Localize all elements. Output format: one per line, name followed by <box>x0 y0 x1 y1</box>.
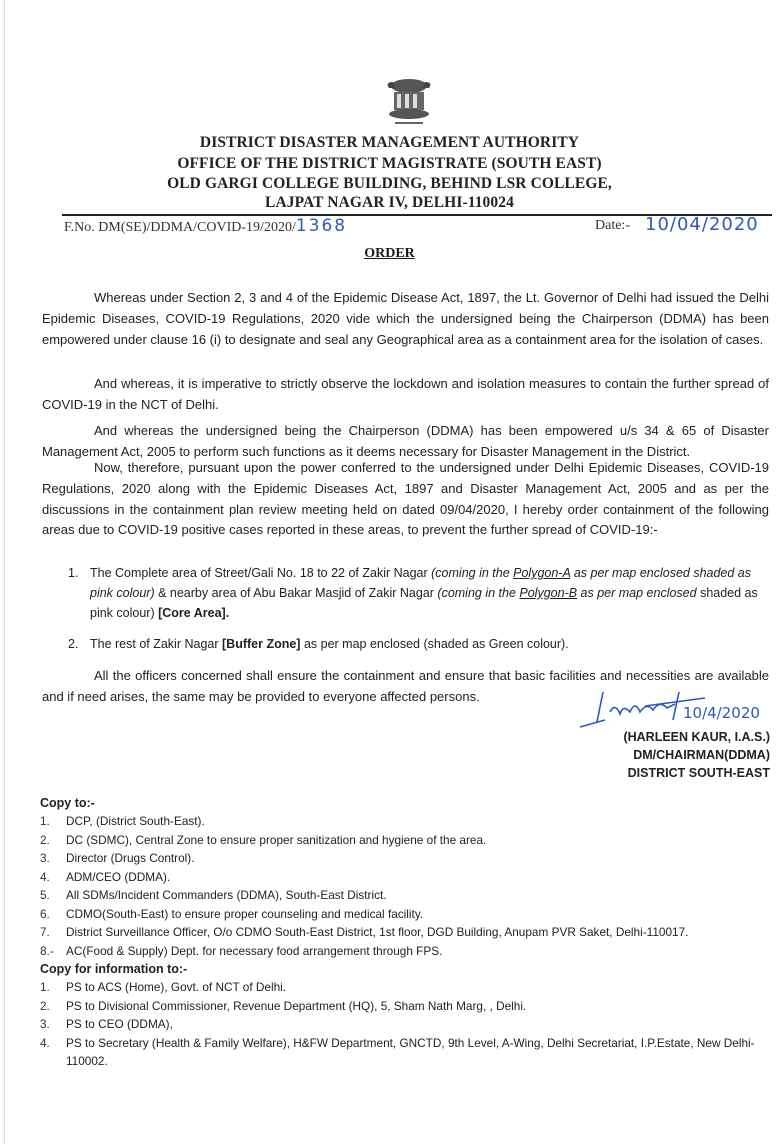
polygon-a-ref: Polygon-A <box>513 566 571 580</box>
list-item: 7. District Surveillance Officer, O/o CDMO South-East District, 1st floor, DGD Building, Anupam PVR Saket, Delhi-110017. <box>40 925 689 939</box>
list-item: 3. PS to CEO (DDMA), <box>40 1017 173 1031</box>
paragraph-1: Whereas under Section 2, 3 and 4 of the Epidemic Disease Act, 1897, the Lt. Governor of Delhi had issued the Delhi Epidemic Diseases, COVID-19 Regulations, 2020 vide which the undersigned being the Chairperson (DDMA) has been empowered under clause 16 (i) to designate and seal any Geographical area as a containment area for the isolation of cases. <box>42 290 769 347</box>
paragraph-3: And whereas the undersigned being the Chairperson (DDMA) has been empowered u/s 34 & 65 of Disaster Management Act, 2005 to perform such functions as it deems necessary for Disaster Management in the District. <box>42 423 769 459</box>
office-name: OFFICE OF THE DISTRICT MAGISTRATE (SOUTH EAST) <box>177 155 602 172</box>
copy-info-heading: Copy for information to:- <box>40 962 188 976</box>
address-line-1: OLD GARGI COLLEGE BUILDING, BEHIND LSR COLLEGE, <box>167 175 612 192</box>
list-item: 3. Director (Drugs Control). <box>40 851 195 865</box>
list-item: 4. PS to Secretary (Health & Family Welfare), H&FW Department, GNCTD, 9th Level, A-Wing, Delhi Secretariat, I.P.Estate, New Delhi-110002. <box>40 1035 755 1068</box>
list-item: 4. ADM/CEO (DDMA). <box>40 869 171 884</box>
file-number <box>64 216 347 236</box>
address-line-2: LAJPAT NAGAR IV, DELHI-110024 <box>265 194 514 211</box>
list-item: 8.- AC(Food & Supply) Dept. for necessary food arrangement through FPS. <box>40 943 443 958</box>
polygon-b-ref: Polygon-B <box>519 586 578 600</box>
order-item: 2. The rest of Zakir Nagar [Buffer Zone] as per map enclosed (shaded as Green colour). <box>68 637 569 651</box>
date-handwritten: 10/04/2020 <box>645 214 759 235</box>
list-item: 1. DCP, (District South-East). <box>40 814 205 828</box>
signature-date: 10/4/2020 <box>683 704 760 722</box>
signatory-block <box>590 728 770 782</box>
list-item: 5. All SDMs/Incident Commanders (DDMA), South-East District. <box>40 888 387 902</box>
copy-to-list <box>40 812 760 960</box>
list-item: 2. DC (SDMC), Central Zone to ensure proper sanitization and hygiene of the area. <box>40 832 487 847</box>
paragraph-5: All the officers concerned shall ensure the containment and ensure that basic facilities and necessities are available and if need arises, the same may be provided to everyone affected persons. <box>42 668 769 704</box>
copy-to-heading: Copy to:- <box>40 796 95 810</box>
list-item: 2. PS to Divisional Commissioner, Revenue Department (HQ), 5, Sham Nath Marg, , Delhi. <box>40 998 527 1013</box>
paragraph-2: And whereas, it is imperative to strictly observe the lockdown and isolation measures to contain the further spread of COVID-19 in the NCT of Delhi. <box>42 376 769 412</box>
signatory-district: DISTRICT SOUTH-EAST <box>627 766 770 780</box>
date-label: Date:- <box>595 218 630 233</box>
list-item: 1. PS to ACS (Home), Govt. of NCT of Delhi. <box>40 980 287 994</box>
file-number-label: F.No. DM(SE)/DDMA/COVID-19/2020/ <box>64 220 296 235</box>
signatory-name: (HARLEEN KAUR, I.A.S.) <box>623 730 770 744</box>
copy-info-list <box>40 978 760 1071</box>
document-title: ORDER <box>364 246 415 261</box>
paragraph-4: Now, therefore, pursuant upon the power conferred to the undersigned under Delhi Epidemic Diseases, COVID-19 Regulations, 2020 along with the Epidemic Diseases Act, 1897 and Disaster Management Act, 2005 and as per the discussions in the containment plan review meeting held on dated 09/04/2020, I hereby order containment of the following areas due to COVID-19 positive cases reported in these areas, to prevent the further spread of COVID-19:- <box>42 460 769 538</box>
file-number-handwritten: 1368 <box>295 216 348 236</box>
list-item: 6. CDMO(South-East) to ensure proper counseling and medical facility. <box>40 906 424 921</box>
order-item: 1. The Complete area of Street/Gali No. 18 to 22 of Zakir Nagar (coming in the Polygon-A as per map enclosed shaded as pink colour) & nearby area of Abu Bakar Masjid of Zakir Nagar (coming in the Polygon-B as per map enclosed shaded as pink colour) [Core Area]. <box>68 566 758 620</box>
state-emblem-icon <box>381 76 437 128</box>
signatory-designation: DM/CHAIRMAN(DDMA) <box>633 748 770 762</box>
signature-icon <box>575 682 775 732</box>
authority-name: DISTRICT DISASTER MANAGEMENT AUTHORITY <box>199 134 580 151</box>
